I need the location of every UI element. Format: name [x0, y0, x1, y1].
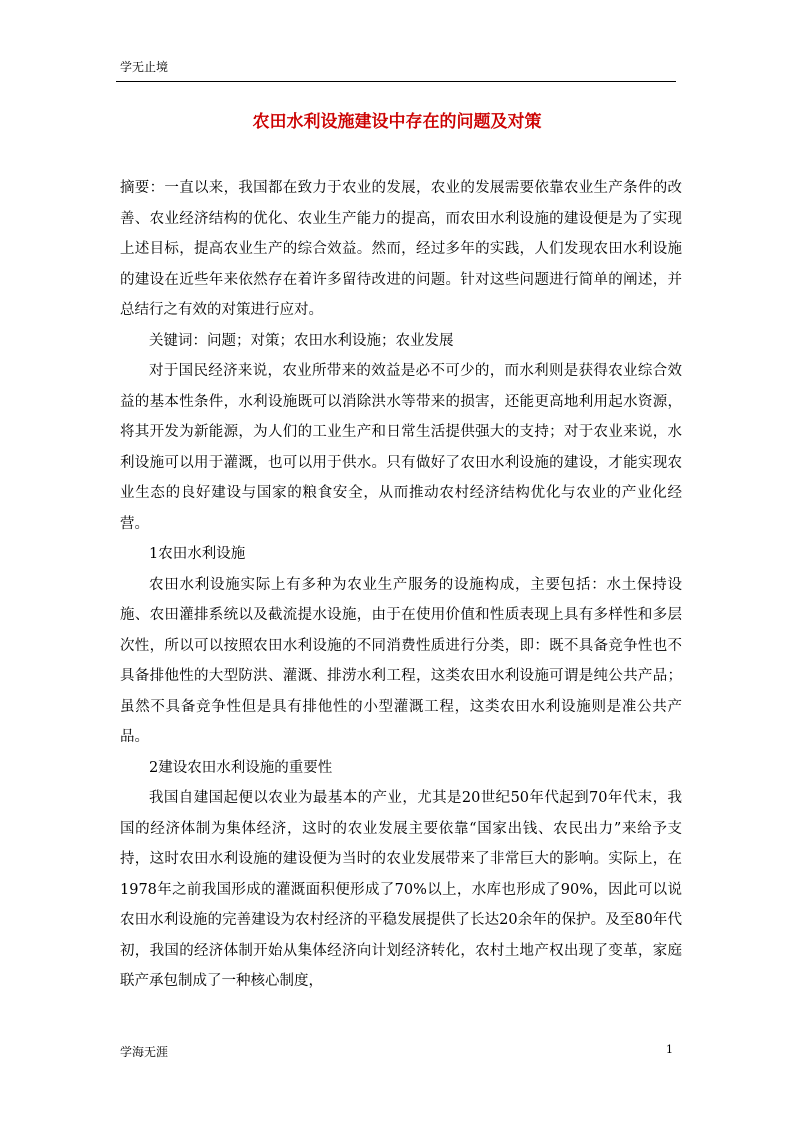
keywords-line: 关键词：问题；对策；农田水利设施；农业发展 [149, 332, 454, 349]
abstract-paragraph: 摘要：一直以来，我国都在致力于农业的发展，农业的发展需要依靠农业生产条件的改善、农业经济结构的优化、农业生产能力的提高，而农田水利设施的建设便是为了实现上述目标，提高农业生产的综合效益。然而，经过多年的实践，人们发现农田水利设施的建设在近些年来依然存在着许多留待改进的问题。针对这些问题进行简单的阐述，并总结行之有效的对策进行应对。 [120, 180, 682, 318]
page-footer: 学海无涯 [120, 1045, 169, 1059]
section-2-heading: 2建设农田水利设施的重要性 [149, 759, 333, 776]
document-title: 农田水利设施建设中存在的问题及对策 [252, 112, 542, 132]
section-1-paragraph: 农田水利设施实际上有多种为农业生产服务的设施构成，主要包括：水土保持设施、农田灌排系统以及截流提水设施，由于在使用价值和性质表现上具有多样性和多层次性，所以可以按照农田水利设施的不同消费性质进行分类，即：既不具备竞争性也不具备排他性的大型防洪、灌溉、排涝水利工程，这类农田水利设施可谓是纯公共产品；虽然不具备竞争性但是具有排他性的小型灌溉工程，这类农田水利设施则是准公共产品。 [120, 576, 682, 745]
section-2-paragraph: 我国自建国起便以农业为最基本的产业，尤其是20世纪50年代起到70年代末，我国的经济体制为集体经济，这时的农业发展主要依靠“国家出钱、农民出力”来给予支持，这时农田水利设施的建设便为当时的农业发展带来了非常巨大的影响。实际上，在1978年之前我国形成的灌溉面积便形成了70%以上，水库也形成了90%，因此可以说农田水利设施的完善建设为农村经济的平稳发展提供了长达20余年的保护。及至80年代初，我国的经济体制开始从集体经济向计划经济转化，农村土地产权出现了变革，家庭联产承包制成了一种核心制度， [120, 790, 682, 989]
section-1-heading: 1农田水利设施 [149, 546, 246, 562]
document-body [120, 173, 682, 997]
page-header: 学无止境 [120, 60, 169, 74]
page-number: 1 [666, 1043, 673, 1056]
intro-paragraph: 对于国民经济来说，农业所带来的效益是必不可少的，而水利则是获得农业综合效益的基本性条件，水利设施既可以消除洪水等带来的损害，还能更高地利用起水资源，将其开发为新能源，为人们的工业生产和日常生活提供强大的支持；对于农业来说，水利设施可以用于灌溉，也可以用于供水。只有做好了农田水利设施的建设，才能实现农业生态的良好建设与国家的粮食安全，从而推动农村经济结构优化与农业的产业化经营。 [120, 363, 682, 532]
header-divider [116, 81, 676, 82]
